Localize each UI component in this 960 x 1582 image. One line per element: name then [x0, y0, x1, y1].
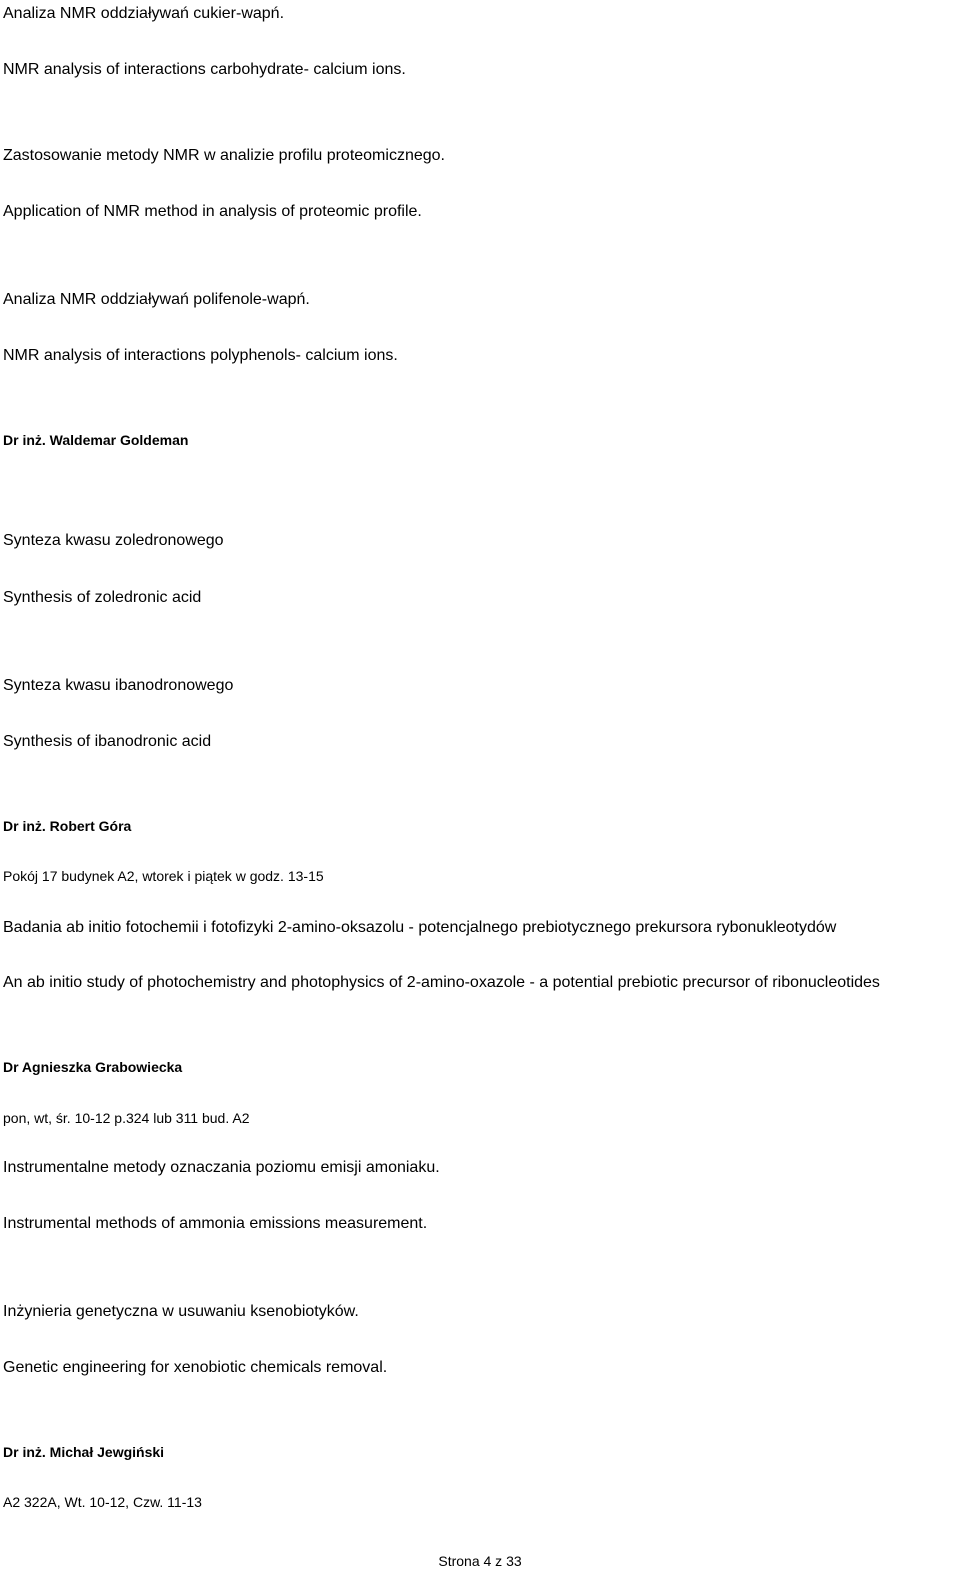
topic-title-pl: Instrumentalne metody oznaczania poziomu emisji amoniaku.: [3, 1159, 440, 1176]
supervisor-name: Dr Agnieszka Grabowiecka: [3, 1059, 183, 1075]
topic-title-pl: Synteza kwasu zoledronowego: [3, 532, 224, 549]
page-number: Strona 4 z 33: [438, 1553, 522, 1569]
office-hours: Pokój 17 budynek A2, wtorek i piątek w godz. 13-15: [3, 868, 324, 884]
supervisor-name: Dr inż. Robert Góra: [3, 818, 132, 834]
topic-title-en: Synthesis of zoledronic acid: [3, 589, 202, 606]
topic-title-pl: Analiza NMR oddziaływań polifenole-wapń.: [3, 291, 310, 308]
topic-title-en: Application of NMR method in analysis of proteomic profile.: [3, 203, 422, 220]
topic-title-pl: Analiza NMR oddziaływań cukier-wapń.: [3, 5, 285, 22]
topic-title-pl: Zastosowanie metody NMR w analizie profilu proteomicznego.: [3, 147, 445, 164]
topic-title-pl: Badania ab initio fotochemii i fotofizyki 2-amino-oksazolu - potencjalnego prebiotycznego prekursora rybonukleotydów: [3, 919, 837, 936]
topic-title-en: NMR analysis of interactions carbohydrate- calcium ions.: [3, 61, 406, 78]
office-hours: pon, wt, śr. 10-12 p.324 lub 311 bud. A2: [3, 1110, 250, 1126]
topic-title-pl: Inżynieria genetyczna w usuwaniu ksenobiotyków.: [3, 1303, 359, 1320]
topic-title-en: Genetic engineering for xenobiotic chemicals removal.: [3, 1359, 388, 1376]
office-hours: A2 322A, Wt. 10-12, Czw. 11-13: [3, 1494, 202, 1510]
topic-title-pl: Synteza kwasu ibanodronowego: [3, 677, 234, 694]
topic-title-en: Instrumental methods of ammonia emissions measurement.: [3, 1215, 428, 1232]
topic-title-en: Synthesis of ibanodronic acid: [3, 733, 212, 750]
supervisor-name: Dr inż. Michał Jewgiński: [3, 1444, 165, 1460]
topic-title-en: An ab initio study of photochemistry and photophysics of 2-amino-oxazole - a potential prebiotic precursor of ribonucleotides: [3, 974, 880, 991]
topic-title-en: NMR analysis of interactions polyphenols- calcium ions.: [3, 347, 398, 364]
supervisor-name: Dr inż. Waldemar Goldeman: [3, 432, 189, 448]
